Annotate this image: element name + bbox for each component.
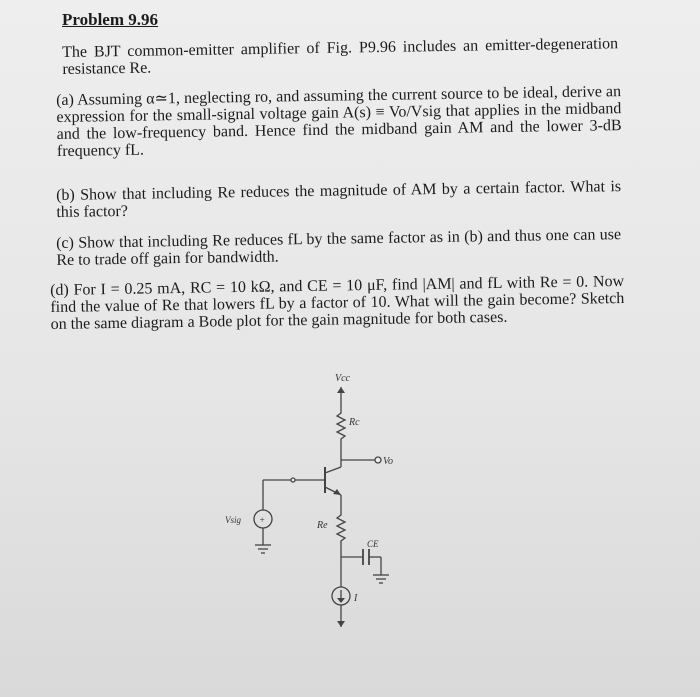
problem-title: Problem 9.96 [62, 10, 159, 29]
rc-resistor [337, 405, 345, 455]
part-d-text: (d) For I = 0.25 mA, RC = 10 kΩ, and CE = 10 μF, find |AM| and fL with Re = 0. Now find the value of Re that lowers fL by a factor of 10. What will the gain become? Sketch on the same diagram a Bode plot for the gain magnitude for both cases. [50, 272, 625, 333]
current-arrow-head [337, 598, 345, 603]
problem-intro: The BJT common-emitter amplifier of Fig. P9.96 includes an emitter-degeneration resistance Re. [62, 35, 619, 78]
re-resistor [337, 511, 345, 550]
vo-terminal [375, 457, 381, 463]
source-polarity: + [259, 515, 266, 525]
ce-label: CE [367, 539, 379, 549]
circuit-diagram [215, 365, 425, 650]
negative-supply-arrow [337, 621, 345, 627]
re-label: Re [317, 520, 328, 531]
part-b-text: (b) Show that including Re reduces the magnitude of AM by a certain factor. What is this factor? [56, 178, 622, 221]
transistor-collector [325, 467, 341, 473]
vo-label: Vo [383, 456, 393, 467]
vcc-label: Vcc [335, 373, 350, 384]
part-a-text: (a) Assuming α≃1, neglecting ro, and assuming the current source to be ideal, derive an expression for the small-signal voltage gain A(s) ≡ Vo/Vsig that applies in the midband and the low-frequency band. Hence find the midband gain AM and the lower 3-dB frequency fL. [56, 83, 622, 160]
vcc-arrow [337, 387, 345, 393]
part-c-text: (c) Show that including Re reduces fL by the same factor as in (b) and thus one can use Re to trade off gain for bandwidth. [56, 226, 622, 269]
rc-label: Rc [349, 417, 360, 428]
base-node [291, 478, 295, 482]
i-label: I [354, 593, 358, 604]
vsig-label: Vsig [225, 515, 242, 525]
